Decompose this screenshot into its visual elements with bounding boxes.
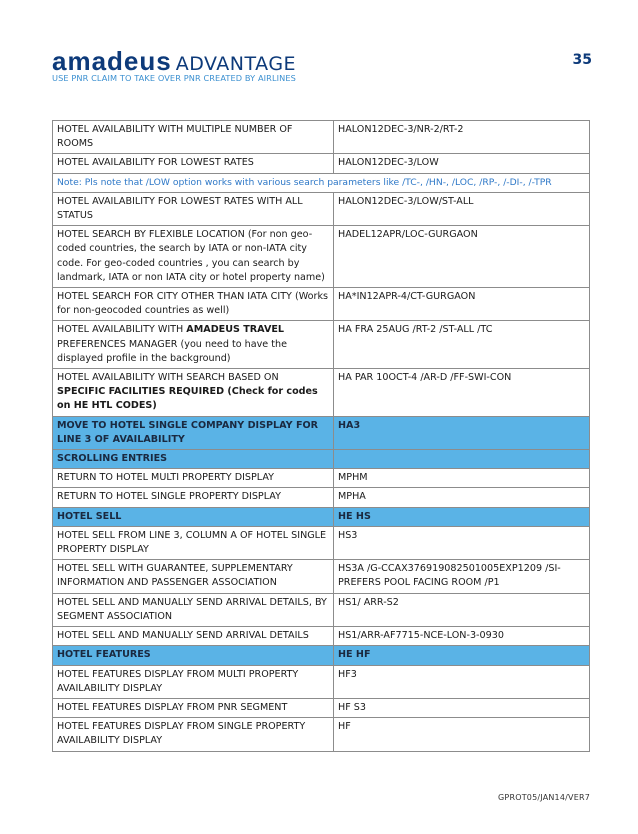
command-table	[52, 120, 590, 752]
table-row	[53, 698, 590, 717]
row-description: HOTEL SELL AND MANUALLY SEND ARRIVAL DETAILS	[53, 627, 334, 646]
note-text: Note: Pls note that /LOW option works with various search parameters like /TC-, /HN-, /LOC, /RP-, /-DI-, /-TPR	[53, 173, 590, 192]
description-bold: SPECIFIC FACILITIES REQUIRED (Check for codes on HE HTL CODES)	[57, 386, 318, 412]
row-command: HS1/ ARR-S2	[334, 593, 590, 626]
section-header-row	[53, 450, 590, 469]
table-row	[53, 121, 590, 154]
row-description: HOTEL SELL WITH GUARANTEE, SUPPLEMENTARY INFORMATION AND PASSENGER ASSOCIATION	[53, 560, 334, 593]
row-command: HF	[334, 718, 590, 751]
row-description: HOTEL FEATURES DISPLAY FROM PNR SEGMENT	[53, 698, 334, 717]
row-command: HA FRA 25AUG /RT-2 /ST-ALL /TC	[334, 321, 590, 369]
row-command: HE HF	[334, 646, 590, 665]
row-command: MPHM	[334, 469, 590, 488]
table-row	[53, 526, 590, 559]
row-command: HF S3	[334, 698, 590, 717]
row-command: HALON12DEC-3/LOW/ST-ALL	[334, 192, 590, 225]
row-description: HOTEL FEATURES DISPLAY FROM SINGLE PROPERTY AVAILABILITY DISPLAY	[53, 718, 334, 751]
table-row	[53, 192, 590, 225]
page-number: 35	[572, 52, 592, 68]
row-description: HOTEL SELL FROM LINE 3, COLUMN A OF HOTEL SINGLE PROPERTY DISPLAY	[53, 526, 334, 559]
description-pre: HOTEL AVAILABILITY WITH	[57, 324, 187, 336]
row-command: HS3A /G-CCAX376919082501005EXP1209 /SI-PREFERS POOL FACING ROOM /P1	[334, 560, 590, 593]
row-command: HE HS	[334, 507, 590, 526]
table-row	[53, 718, 590, 751]
table-row	[53, 665, 590, 698]
row-command: HA*IN12APR-4/CT-GURGAON	[334, 288, 590, 321]
row-command: MPHA	[334, 488, 590, 507]
row-description: RETURN TO HOTEL MULTI PROPERTY DISPLAY	[53, 469, 334, 488]
table-row	[53, 154, 590, 173]
row-description: RETURN TO HOTEL SINGLE PROPERTY DISPLAY	[53, 488, 334, 507]
description-post: PREFERENCES MANAGER (you need to have the displayed profile in the background)	[57, 338, 287, 364]
row-description: MOVE TO HOTEL SINGLE COMPANY DISPLAY FOR LINE 3 OF AVAILABILITY	[53, 416, 334, 449]
table-row	[53, 288, 590, 321]
row-description: HOTEL SELL	[53, 507, 334, 526]
table-row	[53, 226, 590, 288]
row-command: HALON12DEC-3/LOW	[334, 154, 590, 173]
table-row	[53, 627, 590, 646]
row-command: HA3	[334, 416, 590, 449]
row-command: HS1/ARR-AF7715-NCE-LON-3-0930	[334, 627, 590, 646]
row-command	[334, 450, 590, 469]
section-header-row	[53, 416, 590, 449]
page-subtitle: USE PNR CLAIM TO TAKE OVER PNR CREATED BY AIRLINES	[52, 73, 296, 83]
section-header-row	[53, 646, 590, 665]
row-description: HOTEL FEATURES DISPLAY FROM MULTI PROPERTY AVAILABILITY DISPLAY	[53, 665, 334, 698]
row-command: HF3	[334, 665, 590, 698]
row-description: HOTEL AVAILABILITY FOR LOWEST RATES WITH ALL STATUS	[53, 192, 334, 225]
table-row	[53, 488, 590, 507]
row-command: HADEL12APR/LOC-GURGAON	[334, 226, 590, 288]
table-note-row	[53, 173, 590, 192]
row-description: SCROLLING ENTRIES	[53, 450, 334, 469]
row-description	[53, 369, 334, 417]
footer-doc-code: GPROT05/JAN14/VER7	[498, 793, 590, 802]
row-description: HOTEL SEARCH FOR CITY OTHER THAN IATA CITY (Works for non-geocoded countries as well)	[53, 288, 334, 321]
description-pre: HOTEL AVAILABILITY WITH SEARCH BASED ON	[57, 372, 279, 384]
row-description: HOTEL SELL AND MANUALLY SEND ARRIVAL DETAILS, BY SEGMENT ASSOCIATION	[53, 593, 334, 626]
table-row	[53, 369, 590, 417]
logo-advantage-text: ADVANTAGE	[175, 53, 297, 75]
table-row	[53, 321, 590, 369]
row-description: HOTEL AVAILABILITY FOR LOWEST RATES	[53, 154, 334, 173]
table-row	[53, 560, 590, 593]
row-command: HALON12DEC-3/NR-2/RT-2	[334, 121, 590, 154]
row-description: HOTEL FEATURES	[53, 646, 334, 665]
logo-amadeus-text: amadeus	[52, 46, 172, 76]
description-bold: AMADEUS TRAVEL	[186, 324, 285, 336]
row-command: HS3	[334, 526, 590, 559]
section-header-row	[53, 507, 590, 526]
row-command: HA PAR 10OCT-4 /AR-D /FF-SWI-CON	[334, 369, 590, 417]
table-row	[53, 469, 590, 488]
row-description: HOTEL SEARCH BY FLEXIBLE LOCATION (For non geo-coded countries, the search by IATA or non-IATA city code. For geo-coded countries , you can search by landmark, IATA or non IATA city or hotel property name)	[53, 226, 334, 288]
table-row	[53, 593, 590, 626]
row-description: HOTEL AVAILABILITY WITH MULTIPLE NUMBER OF ROOMS	[53, 121, 334, 154]
row-description	[53, 321, 334, 369]
